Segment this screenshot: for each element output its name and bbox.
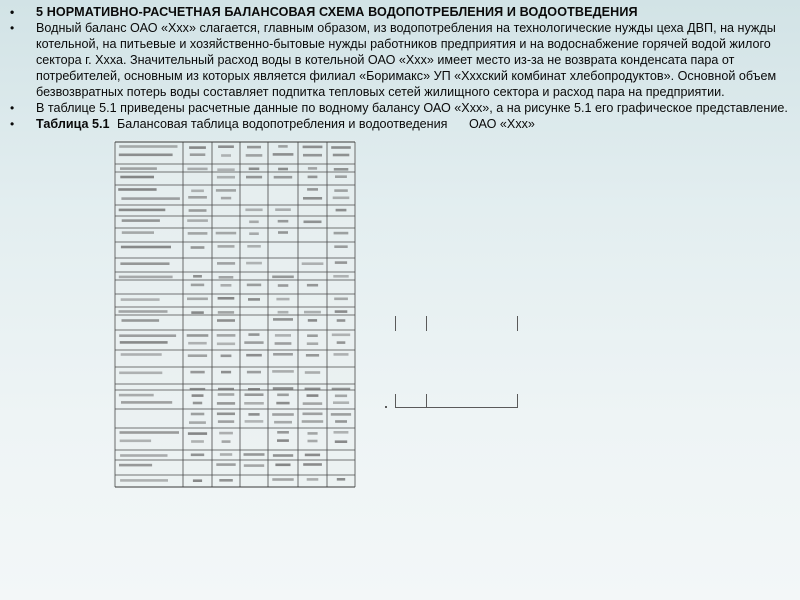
- blurred-cell-text: [274, 421, 292, 424]
- blurred-cell-text: [218, 297, 235, 300]
- blurred-cell-text: [188, 196, 207, 199]
- blurred-cell-text: [218, 245, 235, 248]
- blurred-cell-text: [275, 208, 291, 211]
- blurred-cell-text: [120, 167, 157, 170]
- blurred-cell-text: [218, 393, 235, 396]
- blurred-cell-text: [245, 209, 262, 212]
- table-caption: Балансовая таблица водопотребления и водоотведения: [117, 117, 448, 131]
- blurred-cell-text: [334, 189, 348, 192]
- blurred-cell-text: [120, 479, 168, 482]
- blurred-cell-text: [188, 232, 208, 235]
- blurred-cell-text: [303, 402, 323, 405]
- blurred-cell-text: [331, 413, 351, 416]
- blurred-cell-text: [273, 153, 294, 156]
- blurred-cell-text: [244, 402, 264, 405]
- blurred-cell-text: [337, 319, 346, 322]
- slide-heading: 5 НОРМАТИВНО-РАСЧЕТНАЯ БАЛАНСОВАЯ СХЕМА ВОДОПОТРЕБЛЕНИЯ И ВОДООТВЕДЕНИЯ: [36, 5, 638, 19]
- blurred-cell-text: [249, 221, 259, 224]
- blurred-cell-text: [278, 311, 289, 314]
- blurred-cell-text: [219, 479, 233, 482]
- blurred-cell-text: [218, 420, 234, 423]
- blurred-cell-text: [247, 146, 261, 149]
- blurred-cell-text: [335, 175, 347, 178]
- blurred-cell-text: [302, 262, 324, 265]
- figure-line: [426, 316, 427, 331]
- blurred-cell-text: [303, 413, 323, 416]
- blurred-cell-text: [247, 284, 261, 287]
- blurred-cell-text: [308, 167, 317, 170]
- blurred-cell-text: [276, 402, 289, 405]
- blurred-cell-text: [335, 420, 347, 423]
- blurred-cell-text: [120, 440, 151, 443]
- figure-line: [395, 316, 396, 331]
- blurred-cell-text: [334, 431, 349, 434]
- blurred-cell-text: [221, 154, 231, 157]
- blurred-cell-text: [275, 464, 290, 467]
- blurred-cell-text: [246, 354, 262, 357]
- paragraph-table-reference: В таблице 5.1 приведены расчетные данные по водному балансу ОАО «Ххх», а на рисунке 5.1 его графическое представление.: [36, 101, 788, 115]
- blurred-cell-text: [306, 354, 319, 357]
- blurred-cell-text: [187, 219, 208, 222]
- blurred-cell-text: [246, 154, 263, 157]
- blurred-cell-text: [120, 341, 168, 344]
- figure-line: [395, 394, 396, 408]
- blurred-cell-text: [248, 333, 259, 336]
- blurred-cell-text: [272, 478, 293, 481]
- blurred-cell-text: [187, 168, 207, 171]
- blurred-cell-text: [334, 232, 349, 235]
- blurred-cell-text: [193, 402, 202, 405]
- blurred-cell-text: [277, 431, 289, 434]
- blurred-cell-text: [221, 197, 231, 200]
- blurred-cell-text: [221, 284, 232, 287]
- blurred-cell-text: [334, 298, 348, 301]
- blurred-cell-text: [189, 209, 207, 212]
- blurred-cell-text: [304, 311, 321, 314]
- blurred-cell-text: [217, 343, 235, 346]
- blurred-cell-text: [193, 275, 202, 278]
- blurred-cell-text: [248, 413, 259, 416]
- blurred-cell-text: [278, 145, 288, 148]
- blurred-cell-text: [308, 440, 318, 443]
- blurred-cell-text: [335, 395, 347, 398]
- blurred-cell-text: [120, 176, 154, 179]
- figure-line: [517, 394, 518, 408]
- blurred-cell-text: [219, 276, 234, 279]
- blurred-cell-text: [244, 464, 264, 467]
- blurred-cell-text: [307, 334, 318, 337]
- blurred-cell-text: [246, 262, 262, 265]
- blurred-cell-text: [303, 154, 322, 157]
- blurred-cell-text: [119, 334, 176, 337]
- blurred-cell-text: [191, 440, 204, 443]
- blurred-cell-text: [191, 311, 204, 314]
- blurred-cell-text: [278, 168, 288, 171]
- blurred-cell-text: [248, 298, 260, 301]
- blurred-cell-text: [334, 168, 349, 171]
- blurred-cell-text: [333, 154, 350, 157]
- blurred-cell-text: [190, 388, 206, 391]
- figure-line: [395, 407, 518, 408]
- bullet-dot: •: [10, 21, 15, 35]
- blurred-cell-text: [119, 145, 177, 148]
- blurred-cell-text: [118, 188, 156, 191]
- blurred-cell-text: [191, 246, 205, 249]
- blurred-cell-text: [119, 310, 168, 313]
- blurred-cell-text: [187, 298, 208, 301]
- blurred-cell-text: [222, 440, 231, 443]
- blurred-cell-text: [308, 176, 318, 179]
- blurred-cell-text: [188, 432, 207, 435]
- blurred-cell-text: [121, 298, 160, 301]
- blurred-cell-text: [303, 197, 322, 200]
- blurred-cell-text: [249, 168, 260, 171]
- blurred-cell-text: [120, 262, 169, 265]
- table-label: Таблица 5.1: [36, 117, 110, 131]
- figure-line: [517, 316, 518, 331]
- blurred-cell-text: [192, 394, 204, 397]
- blurred-cell-text: [216, 189, 236, 192]
- blurred-cell-text: [191, 454, 204, 457]
- blurred-cell-text: [218, 311, 234, 314]
- table-org: ОАО «Ххх»: [468, 117, 535, 131]
- blurred-cell-text: [121, 246, 171, 249]
- blurred-cell-text: [119, 394, 154, 397]
- blurred-cell-text: [276, 298, 289, 301]
- blurred-cell-text: [335, 261, 347, 264]
- blurred-cell-text: [217, 319, 235, 322]
- blurred-cell-text: [119, 276, 173, 279]
- blurred-cell-text: [337, 478, 345, 481]
- blurred-cell-text: [308, 432, 318, 435]
- blurred-cell-text: [275, 342, 292, 345]
- blurred-cell-text: [189, 421, 206, 424]
- blurred-cell-text: [332, 334, 350, 337]
- blurred-cell-text: [217, 413, 235, 416]
- table-scan-background: [113, 140, 356, 488]
- blurred-cell-text: [191, 413, 205, 416]
- blurred-cell-text: [119, 464, 152, 467]
- bullet-dot: •: [10, 5, 15, 19]
- blurred-cell-text: [278, 220, 289, 223]
- blurred-cell-text: [335, 440, 347, 443]
- blurred-cell-text: [190, 371, 204, 374]
- blurred-cell-text: [273, 454, 293, 457]
- figure-dot: [385, 406, 387, 408]
- blurred-cell-text: [191, 284, 204, 287]
- blurred-cell-text: [188, 354, 207, 357]
- blurred-cell-text: [305, 371, 320, 374]
- blurred-cell-text: [193, 479, 202, 482]
- blurred-cell-text: [221, 355, 232, 358]
- blurred-cell-text: [121, 353, 162, 356]
- blurred-cell-text: [191, 190, 204, 193]
- blurred-cell-text: [305, 388, 321, 391]
- blurred-cell-text: [122, 231, 154, 234]
- paragraph-water-balance: Водный баланс ОАО «Ххх» слагается, главным образом, из водопотребления на технологические нужды цеха ДВП, на нужды котельной, на питьевые и хозяйственно-бытовые нужды работников предприятия и на водоснабжение горячей водой жилого сектора г. Ххха. Значительный расход воды в котельной ОАО «Ххх» имеет место из-за не возврата конденсата пара от потребителей, основным из которых является филиал «Боримакс» УП «Хххский комбинат хлебопродуктов». Основной объем безвозвратных потерь воды составляет подпитка тепловых сетей жилищного сектора и расход пара на предприятии.: [36, 21, 777, 99]
- blurred-cell-text: [333, 401, 349, 404]
- blurred-cell-text: [216, 463, 235, 466]
- blurred-cell-text: [337, 341, 346, 344]
- blurred-cell-text: [245, 420, 264, 423]
- blurred-cell-text: [304, 221, 322, 224]
- blurred-cell-text: [217, 334, 236, 337]
- blurred-cell-text: [272, 370, 294, 373]
- blurred-cell-text: [119, 209, 166, 212]
- blurred-cell-text: [333, 275, 348, 278]
- blurred-cell-text: [249, 232, 259, 235]
- blurred-cell-text: [275, 334, 291, 337]
- blurred-cell-text: [307, 342, 318, 345]
- blurred-cell-text: [305, 454, 320, 457]
- blurred-cell-text: [216, 232, 237, 235]
- blurred-cell-text: [247, 245, 260, 248]
- blurred-cell-text: [273, 387, 294, 390]
- blurred-cell-text: [335, 310, 348, 313]
- blurred-cell-text: [273, 318, 293, 321]
- blurred-cell-text: [121, 197, 179, 200]
- blurred-cell-text: [217, 262, 235, 265]
- blurred-cell-text: [307, 188, 318, 191]
- blurred-cell-text: [247, 371, 261, 374]
- blurred-cell-text: [244, 341, 263, 344]
- blurred-cell-text: [190, 153, 206, 156]
- figure-line: [426, 394, 427, 408]
- blurred-cell-text: [334, 353, 349, 356]
- blurred-cell-text: [303, 463, 322, 466]
- blurred-cell-text: [219, 432, 233, 435]
- blurred-cell-text: [188, 342, 207, 345]
- blurred-cell-text: [120, 431, 180, 434]
- blurred-cell-text: [218, 388, 234, 391]
- blurred-cell-text: [187, 334, 209, 337]
- blurred-cell-text: [246, 176, 262, 179]
- blurred-cell-text: [220, 453, 232, 456]
- blurred-cell-text: [334, 245, 347, 248]
- blurred-cell-text: [272, 413, 294, 416]
- blurred-cell-text: [221, 371, 231, 374]
- blurred-cell-text: [120, 454, 167, 457]
- blurred-cell-text: [217, 176, 235, 179]
- blurred-cell-text: [303, 146, 323, 149]
- blurred-cell-text: [307, 394, 319, 397]
- blurred-cell-text: [217, 402, 235, 405]
- blurred-cell-text: [331, 146, 351, 149]
- blurred-cell-text: [189, 146, 206, 149]
- blurred-cell-text: [278, 231, 288, 234]
- blurred-cell-text: [277, 394, 289, 397]
- blurred-cell-text: [244, 453, 265, 456]
- blurred-cell-text: [308, 319, 317, 322]
- blurred-cell-text: [119, 372, 162, 375]
- blurred-cell-text: [272, 276, 294, 279]
- blurred-cell-text: [278, 284, 289, 287]
- blurred-cell-text: [302, 420, 324, 423]
- blurred-cell-text: [333, 197, 350, 200]
- blurred-cell-text: [332, 388, 351, 391]
- bullet-dot: •: [10, 117, 15, 131]
- blurred-cell-text: [122, 319, 160, 322]
- blurred-cell-text: [119, 154, 173, 157]
- blurred-cell-text: [273, 353, 293, 356]
- blurred-cell-text: [122, 219, 160, 222]
- blurred-cell-text: [217, 168, 234, 171]
- blurred-cell-text: [274, 176, 293, 179]
- blurred-cell-text: [336, 209, 347, 212]
- bullet-dot: •: [10, 101, 15, 115]
- blurred-cell-text: [218, 145, 234, 148]
- blurred-cell-text: [121, 401, 172, 404]
- blurred-cell-text: [307, 478, 319, 481]
- blurred-cell-text: [248, 388, 260, 391]
- blurred-cell-text: [307, 284, 318, 287]
- blurred-cell-text: [245, 393, 264, 396]
- blurred-cell-text: [277, 439, 289, 442]
